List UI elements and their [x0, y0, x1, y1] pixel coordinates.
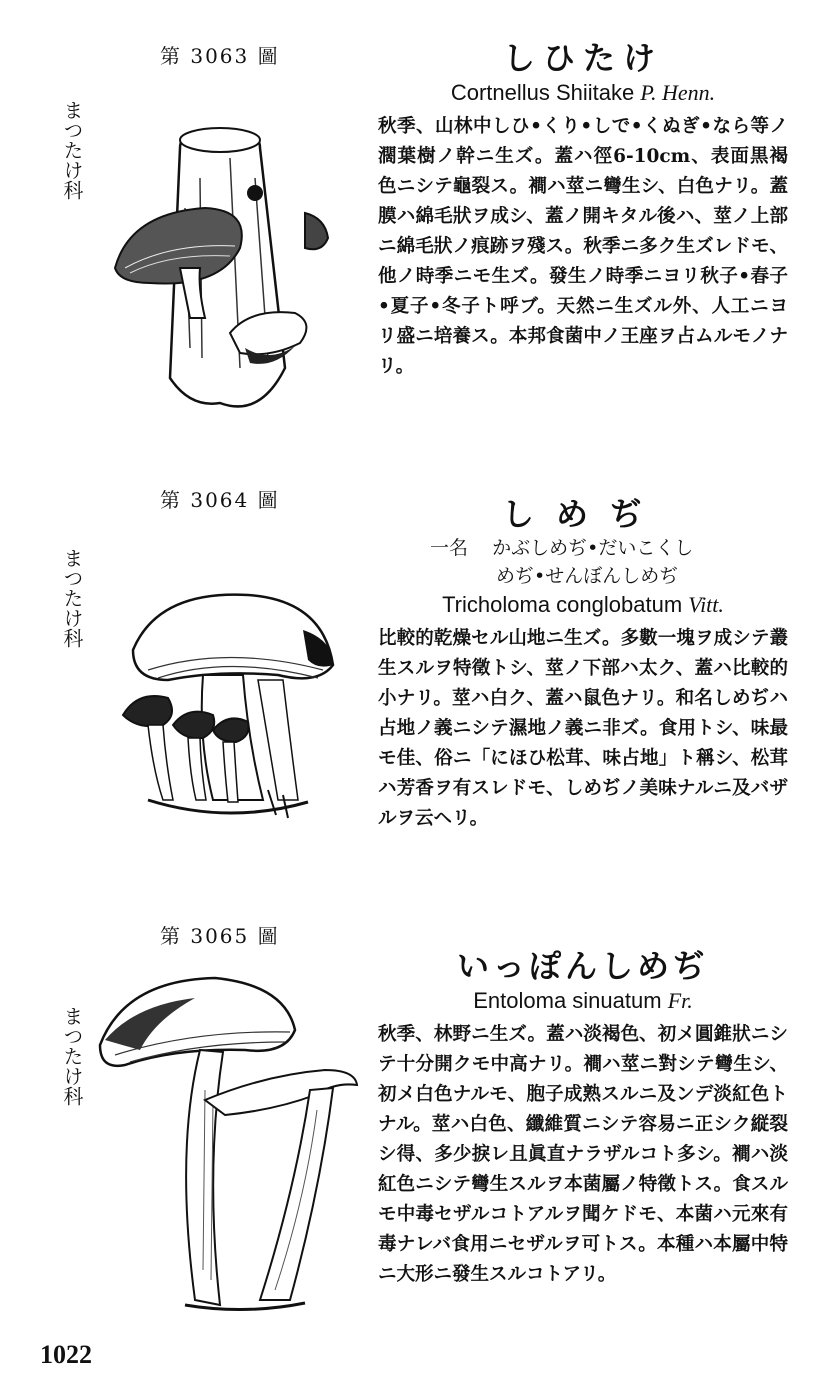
scientific-author: Vitt.	[688, 592, 724, 617]
ipponshimeji-illustration	[95, 970, 365, 1320]
scientific-genus: Cortnellus Shiitake	[450, 80, 635, 105]
japanese-name: しめぢ	[501, 495, 664, 533]
scientific-genus: Tricholoma conglobatum	[442, 592, 683, 617]
japanese-name: いっぽんしめぢ	[456, 947, 709, 985]
page-number: 1022	[40, 1340, 92, 1369]
shiitake-on-log-illustration	[110, 118, 350, 418]
alternate-name-line-1: かぶしめぢ•だいこくし	[492, 537, 694, 559]
shimeji-cluster-illustration	[118, 590, 348, 830]
scientific-genus: Entoloma sinuatum	[473, 988, 662, 1013]
description: 秋季、林野ニ生ズ。蓋ハ淡褐色、初メ圓錐狀ニシテ十分開クモ中高ナリ。襇ハ莖ニ對シテ彎生シ、初メ白色ナルモ、胞子成熟スルニ及ンデ淡紅色トナル。莖ハ白色、纖維質ニシテ容易ニ正シク縦裂シ得、多少捩レ且眞直ナラザルコト多シ。襇ハ淡紅色ニシテ彎生スルヲ本菌屬ノ特徵トス。食スルモ中毒セザルコトアルヲ聞ケドモ、本菌ハ元來有毒ナレバ食用ニセザルヲ可トス。本種ハ本屬中特ニ大形ニ發生スルコトアリ。	[378, 1024, 788, 1285]
entry-shimeji	[378, 494, 788, 834]
figure-number: 第 3064 圖	[160, 488, 280, 512]
alternate-name-line-2: めぢ•せんぼんしめぢ	[496, 565, 679, 587]
alternate-name-label: 一名	[430, 537, 469, 559]
alternate-names	[378, 534, 788, 590]
family-label: まつたけ科	[60, 1006, 84, 1106]
scientific-author: Fr.	[667, 988, 693, 1013]
family-label: まつたけ科	[60, 548, 84, 648]
figure-number: 第 3063 圖	[160, 44, 280, 68]
description: 比較的乾燥セル山地ニ生ズ。多數一塊ヲ成シテ叢生スルヲ特徵トシ、莖ノ下部ハ太ク、蓋ハ比較的小ナリ。莖ハ白ク、蓋ハ鼠色ナリ。和名しめぢハ占地ノ義ニシテ濕地ノ義ニ非ズ。食用トシ、味最モ佳、俗ニ「にほひ松茸、味占地」ト稱シ、松茸ハ芳香ヲ有スレドモ、しめぢノ美味ナルニ及バザルヲ云ヘリ。	[378, 628, 788, 829]
figure-number: 第 3065 圖	[160, 924, 280, 948]
scientific-name	[378, 78, 788, 108]
japanese-name: しひたけ	[502, 39, 663, 77]
scientific-name	[378, 590, 788, 620]
entry-shiitake	[378, 38, 788, 382]
scientific-author: P. Henn.	[640, 80, 716, 105]
family-label: まつたけ科	[60, 100, 84, 200]
scientific-name	[378, 986, 788, 1016]
description: 秋季、山林中しひ•くり•しで•くぬぎ•なら等ノ濶葉樹ノ幹ニ生ズ。蓋ハ徑6-10cm、表面黒褐色ニシテ龜裂ス。襇ハ莖ニ彎生シ、白色ナリ。蓋膜ハ綿毛狀ヲ成シ、蓋ノ開キタル後ハ、莖ノ上部ニ綿毛狀ノ痕跡ヲ殘ス。秋季ニ多ク生ズレドモ、他ノ時季ニモ生ズ。發生ノ時季ニヨリ秋子•春子•夏子•冬子ト呼ブ。天然ニ生ズル外、人工ニヨリ盛ニ培養ス。本邦食菌中ノ王座ヲ占ムルモノナリ。	[378, 116, 788, 377]
entry-ipponshimeji	[378, 946, 788, 1290]
